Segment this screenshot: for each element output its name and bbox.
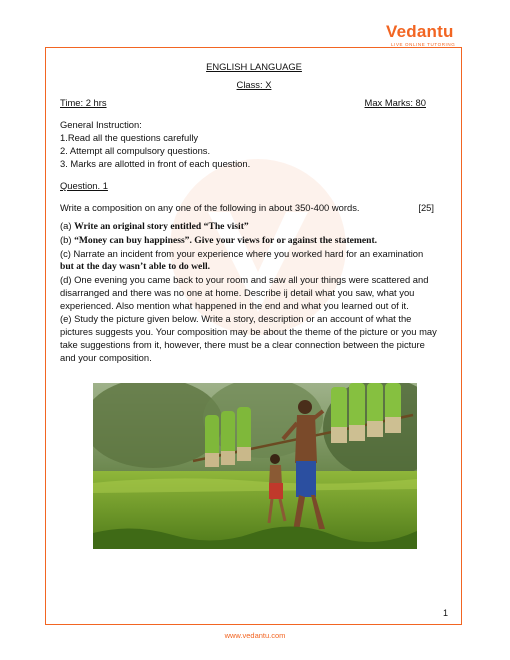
option-d-line: disarranged and there was no one at home. Describe ij detail what you saw, what you [60,287,415,298]
option-b-label: (b) [60,234,75,245]
option-d-line: experienced. Also mention what happened in the end and what you learned out of it. [60,300,409,311]
max-marks-label: Max Marks: 80 [364,97,426,108]
option-d-line: (d) One evening you came back to your room and saw all your things were scattered and [60,274,429,285]
rice-field-picture [93,383,417,549]
subject-heading: ENGLISH LANGUAGE [206,61,302,72]
option-c-text-cont: but at the day wasn’t able to do well. [60,261,211,272]
question-marks: [25] [418,202,434,213]
logo-wordmark: Vedantu [386,22,454,41]
time-label: Time: 2 hrs [60,97,107,108]
page-number: 1 [443,608,449,618]
option-e-line: and your composition. [60,352,152,363]
footer-url[interactable]: www.vedantu.com [224,631,286,640]
option-a-label: (a) [60,220,75,231]
exam-content [60,60,450,364]
option-a-text: Write an original story entitled “The visit” [74,221,249,232]
option-c-text: (c) Narrate an incident from your experience where you worked hard for an examination [60,248,424,259]
question-title: Question. 1 [60,180,108,191]
picture-illustration [93,383,417,549]
instructions-title: General Instruction: [60,119,142,130]
logo-tagline: LIVE ONLINE TUTORING [391,42,456,47]
class-label: Class: X [236,79,272,90]
instruction-item: 1.Read all the questions carefully [60,132,199,143]
option-e-line: (e) Study the picture given below. Write a story, description or an account of what the [60,313,412,324]
option-e-line: take suggestions from it, however, there must be a clear connection between the picture [60,339,425,350]
question-prompt: Write a composition on any one of the following in about 350-400 words. [60,202,360,213]
vedantu-logo [386,22,464,50]
option-b-text: “Money can buy happiness”. Give your views for or against the statement. [74,235,378,246]
instruction-item: 2. Attempt all compulsory questions. [60,145,211,156]
instruction-item: 3. Marks are allotted in front of each question. [60,158,251,169]
option-e-line: pictures suggests you. Your composition may be about the theme of the picture or you may [60,326,437,337]
